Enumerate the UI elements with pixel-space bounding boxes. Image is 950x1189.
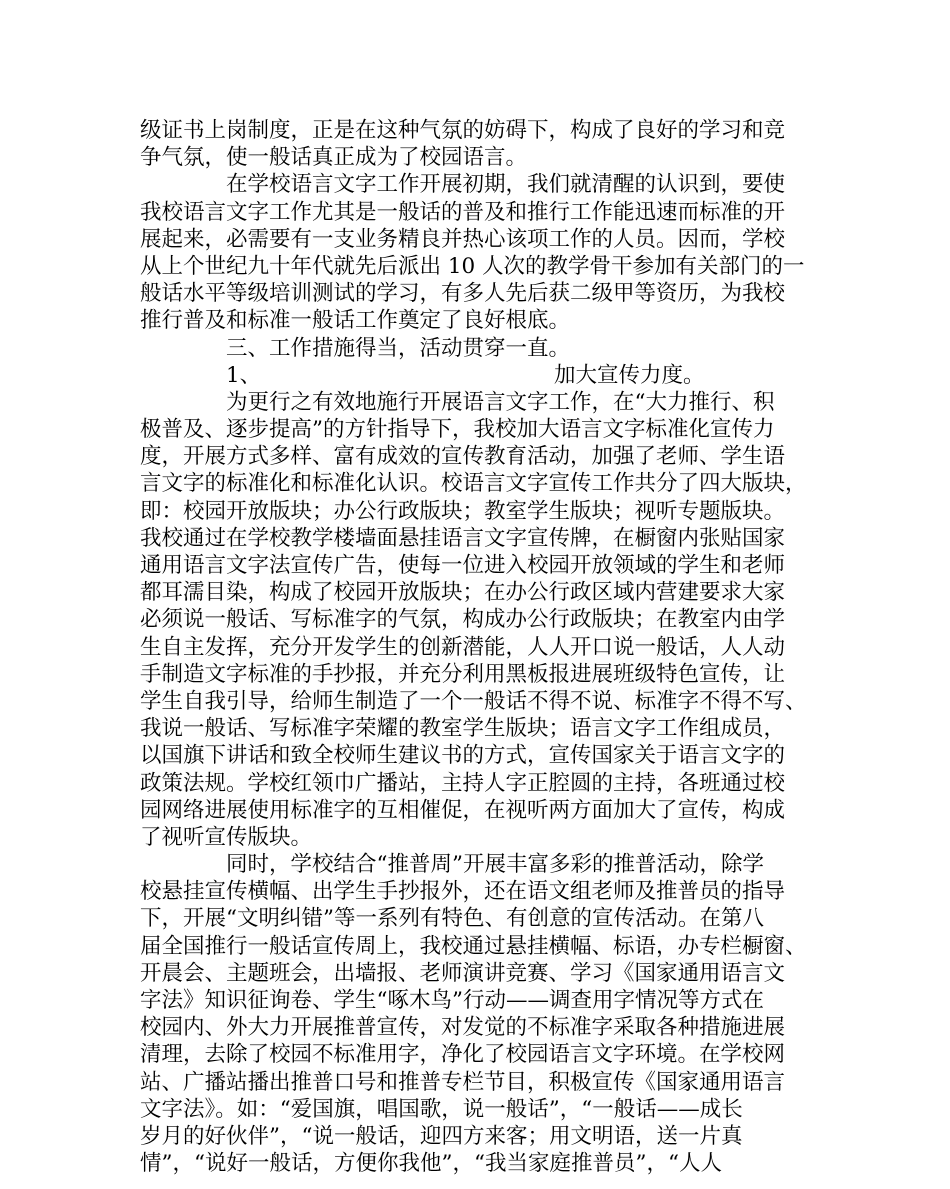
document-body — [140, 117, 820, 1177]
text-line: 度，开展方式多样、富有成效的宣传教育活动，加强了老师、学生语 — [140, 444, 786, 470]
text-line: 言文字的标准化和标准化认识。校语言文字宣传工作共分了四大版块， — [140, 471, 807, 497]
text-line: 政策法规。学校红领巾广播站，主持人字正腔圆的主持，各班通过校 — [140, 770, 786, 796]
text-line: 届全国推行一般话宣传周上，我校通过悬挂横幅、标语，办专栏橱窗、 — [140, 933, 807, 959]
text-line: 字法》知识征询卷、学生“啄木鸟”行动——调查用字情况等方式在 — [140, 988, 764, 1013]
text-line: 校园内、外大力开展推普宣传，对发觉的不标准字采取各种措施进展 — [140, 1015, 786, 1041]
text-line: 推行普及和标准一般话工作奠定了良好根底。 — [140, 308, 571, 334]
text-line: 站、广播站播出推普口号和推普专栏节目，积极宣传《国家通用语言 — [140, 1069, 786, 1095]
text-line: 开晨会、主题班会，出墙报、老师演讲竞赛、学习《国家通用语言文 — [140, 960, 786, 986]
text-line: 必须说一般话、写标准字的气氛，构成办公行政版块；在教室内由学 — [140, 607, 786, 633]
text-line: 情”，“说好一般话，方便你我他”，“我当家庭推普员”，“人人 — [140, 1151, 722, 1177]
text-line: 通用语言文字法宣传广告，使每一位进入校园开放领域的学生和老师 — [140, 553, 786, 578]
text-line: 都耳濡目染，构成了校园开放版块；在办公行政区域内营建要求大家 — [140, 580, 786, 606]
text-line: 我说一般话、写标准字荣耀的教室学生版块；语言文字工作组成员， — [140, 716, 786, 742]
text-line: 级证书上岗制度，正是在这种气氛的妨碍下，构成了良好的学习和竞 — [140, 118, 786, 143]
text-line: 下，开展“文明纠错”等一系列有特色、有创意的宣传活动。在第八 — [140, 906, 764, 932]
text-line: 即：校园开放版块；办公行政版块；教室学生版块；视听专题版块。 — [140, 498, 786, 524]
text-line: 了视听宣传版块。 — [140, 824, 313, 850]
text-line: 园网络进展使用标准字的互相催促，在视听两方面加大了宣传，构成 — [140, 797, 786, 823]
text-line: 同时，学校结合“推普周”开展丰富多彩的推普活动，除学 — [226, 852, 764, 878]
text-line: 争气氛，使一般话真正成为了校园语言。 — [140, 145, 528, 171]
item-number: 1、 — [226, 362, 262, 388]
text-line: 极普及、逐步提高”的方针指导下，我校加大语言文字标准化宣传力 — [140, 417, 775, 443]
text-line: 学生自我引导，给师生制造了一个一般话不得不说、标准字不得不写、 — [140, 688, 807, 714]
text-line: 般话水平等级培训测试的学习，有多人先后获二级甲等资历，为我校 — [140, 281, 786, 307]
text-line: 校悬挂宣传横幅、出学生手抄报外，还在语文组老师及推普员的指导 — [140, 879, 786, 905]
text-line: 清理，去除了校园不标准用字，净化了校园语言文字环境。在学校网 — [140, 1042, 786, 1068]
text-line: 我校语言文字工作尤其是一般话的普及和推行工作能迅速而标准的开 — [140, 199, 786, 225]
numbered-item — [140, 362, 820, 389]
text-line: 手制造文字标准的手抄报，并充分利用黑板报进展班级特色宣传，让 — [140, 661, 786, 687]
section-heading: 三、工作措施得当，活动贯穿一直。 — [226, 335, 571, 361]
text-line: 以国旗下讲话和致全校师生建议书的方式，宣传国家关于语言文字的 — [140, 743, 786, 769]
item-title: 加大宣传力度。 — [554, 362, 705, 388]
text-line: 在学校语言文字工作开展初期，我们就清醒的认识到，要使 — [226, 172, 786, 198]
text-line: 为更行之有效地施行开展语言文字工作，在“大力推行、积 — [226, 389, 775, 415]
text-line: 岁月的好伙伴”，“说一般话，迎四方来客；用文明语，送一片真 — [140, 1123, 743, 1149]
text-line: 展起来，必需要有一支业务精良并热心该项工作的人员。因而，学校 — [140, 226, 786, 252]
text-line: 生自主发挥，充分开发学生的创新潜能，人人开口说一般话，人人动 — [140, 634, 786, 660]
text-line: 文字法》。如：“爱国旗，唱国歌，说一般话”，“一般话——成长 — [140, 1096, 743, 1122]
text-line: 我校通过在学校教学楼墙面悬挂语言文字宣传牌，在橱窗内张贴国家 — [140, 525, 786, 551]
text-line: 从上个世纪九十年代就先后派出 10 人次的教学骨干参加有关部门的一 — [140, 253, 805, 279]
